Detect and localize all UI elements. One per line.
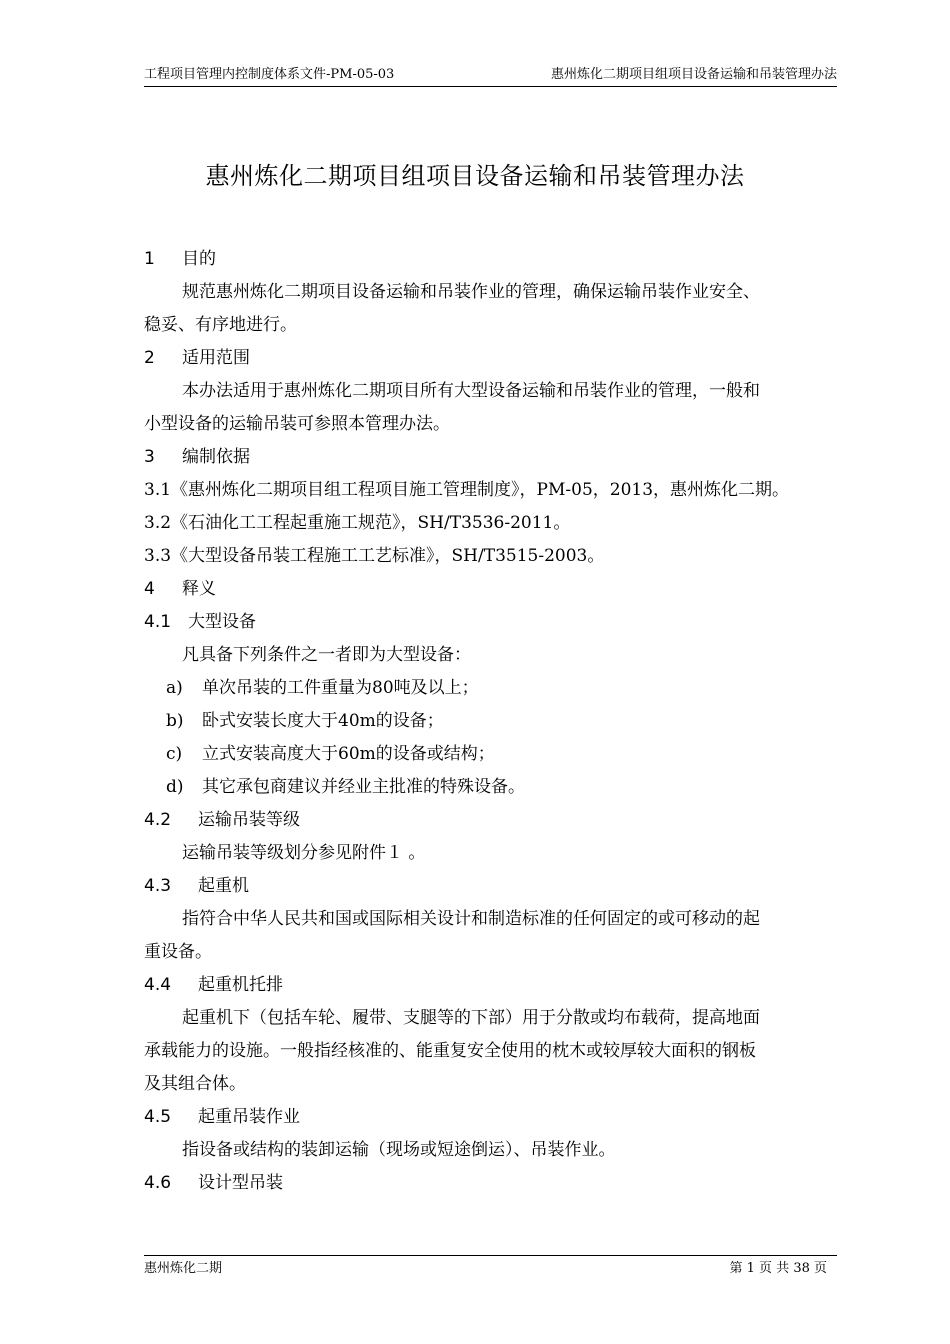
paragraph-line: 指设备或结构的装卸运输（现场或短途倒运）、吊装作业。 — [182, 1140, 616, 1160]
header-doc-title: 惠州炼化二期项目组项目设备运输和吊装管理办法 — [550, 67, 837, 82]
paragraph-line: 本办法适用于惠州炼化二期项目所有大型设备运输和吊装作业的管理，一般和 — [182, 381, 760, 401]
page-number: 第 1 页 共 38 页 — [729, 1261, 827, 1276]
section-number: 4.4 — [144, 975, 172, 995]
reference-item: 3.3《大型设备吊装工程施工工艺标准》，SH/T3515-2003。 — [144, 546, 605, 566]
section-number: 4.3 — [144, 876, 172, 896]
list-item — [166, 676, 479, 700]
section-number: 2 — [144, 348, 155, 368]
list-label: c) — [166, 744, 183, 764]
list-label: d) — [166, 777, 184, 797]
list-text: 单次吊装的工件重量为80吨及以上； — [202, 678, 479, 698]
header-doc-code: 工程项目管理内控制度体系文件-PM-05-03 — [144, 67, 395, 82]
section-title: 设计型吊装 — [198, 1173, 283, 1193]
section-title: 起重机托排 — [198, 975, 283, 995]
section-title: 运输吊装等级 — [198, 810, 300, 830]
section-title: 释义 — [182, 579, 216, 599]
section-title: 起重机 — [198, 876, 249, 896]
section-number: 3 — [144, 447, 155, 467]
section-2-heading — [144, 346, 250, 370]
subsection-4-3-heading — [144, 874, 249, 898]
section-number: 4.1 — [144, 612, 172, 632]
footer-org: 惠州炼化二期 — [144, 1261, 223, 1276]
section-number: 4.5 — [144, 1107, 172, 1127]
paragraph-line: 承载能力的设施。一般指经核准的、能重复安全使用的枕木或较厚较大面积的钢板 — [144, 1041, 756, 1061]
paragraph-line: 小型设备的运输吊装可参照本管理办法。 — [144, 414, 450, 434]
subsection-4-6-heading — [144, 1171, 283, 1195]
page-footer — [144, 1255, 837, 1280]
section-title: 适用范围 — [182, 348, 250, 368]
paragraph-line: 起重机下（包括车轮、履带、支腿等的下部）用于分散或均布载荷，提高地面 — [182, 1008, 760, 1028]
subsection-4-5-heading — [144, 1105, 300, 1129]
list-item — [166, 775, 525, 799]
section-title: 编制依据 — [182, 447, 250, 467]
list-text: 卧式安装长度大于40m的设备； — [202, 711, 444, 731]
reference-item: 3.2《石油化工工程起重施工规范》，SH/T3536-2011。 — [144, 513, 571, 533]
paragraph-line: 规范惠州炼化二期项目设备运输和吊装作业的管理，确保运输吊装作业安全、 — [182, 282, 760, 302]
paragraph-line: 指符合中华人民共和国或国际相关设计和制造标准的任何固定的或可移动的起 — [182, 909, 760, 929]
section-3-heading — [144, 445, 250, 469]
document-title: 惠州炼化二期项目组项目设备运输和吊装管理办法 — [205, 162, 745, 190]
page-header — [144, 64, 837, 87]
paragraph-line: 运输吊装等级划分参见附件１ 。 — [182, 843, 426, 863]
paragraph-line: 及其组合体。 — [144, 1074, 246, 1094]
section-title: 大型设备 — [188, 612, 256, 632]
section-title: 目的 — [182, 249, 216, 269]
section-number: 1 — [144, 249, 155, 269]
list-item — [166, 709, 444, 733]
subsection-4-4-heading — [144, 973, 283, 997]
paragraph-line: 凡具备下列条件之一者即为大型设备： — [182, 645, 471, 665]
section-1-heading — [144, 247, 216, 271]
paragraph-line: 稳妥、有序地进行。 — [144, 315, 297, 335]
paragraph-line: 重设备。 — [144, 942, 212, 962]
subsection-4-1-heading — [144, 610, 256, 634]
list-label: b) — [166, 711, 184, 731]
section-4-heading — [144, 577, 216, 601]
section-title: 起重吊装作业 — [198, 1107, 300, 1127]
list-text: 其它承包商建议并经业主批准的特殊设备。 — [202, 777, 525, 797]
section-number: 4.6 — [144, 1173, 172, 1193]
subsection-4-2-heading — [144, 808, 300, 832]
section-number: 4.2 — [144, 810, 172, 830]
list-item — [166, 742, 495, 766]
reference-item: 3.1《惠州炼化二期项目组工程项目施工管理制度》，PM-05，2013，惠州炼化二期。 — [144, 480, 790, 500]
section-number: 4 — [144, 579, 155, 599]
list-label: a) — [166, 678, 183, 698]
list-text: 立式安装高度大于60m的设备或结构； — [202, 744, 495, 764]
